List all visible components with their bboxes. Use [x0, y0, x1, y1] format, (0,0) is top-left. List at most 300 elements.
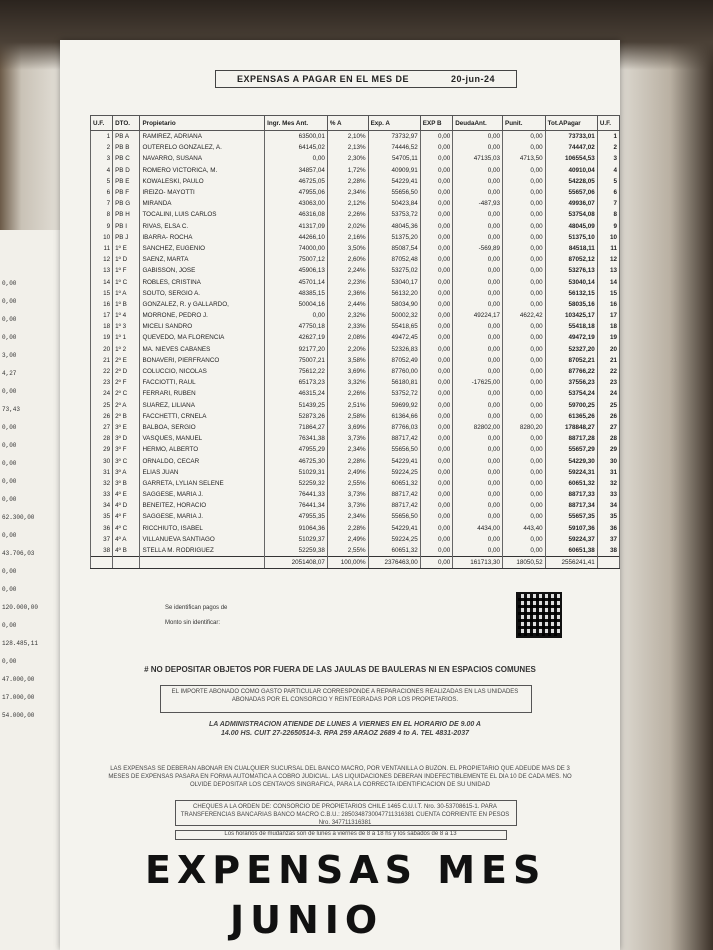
table-cell: 43063,00	[265, 198, 328, 209]
total-cell: 2051408,07	[265, 557, 328, 569]
left-doc-value: 0,00	[2, 496, 17, 503]
table-cell: 59224,25	[368, 467, 420, 478]
table-cell: 28	[91, 433, 113, 444]
table-cell: 1º B	[113, 299, 140, 310]
table-cell: 1	[91, 131, 113, 143]
table-cell: 0,00	[503, 534, 546, 545]
table-cell: 2,30%	[327, 153, 368, 164]
table-cell: 35	[91, 511, 113, 522]
table-cell: 2,12%	[327, 198, 368, 209]
table-cell: 46725,30	[265, 455, 328, 466]
table-cell: OUTERELO GONZALEZ, A.	[140, 142, 265, 153]
table-cell: 59224,31	[545, 467, 597, 478]
table-cell: 4º E	[113, 489, 140, 500]
table-cell: 76341,38	[265, 433, 328, 444]
table-cell: 30	[597, 455, 619, 466]
table-cell: 0,00	[503, 388, 546, 399]
table-cell: IREIZO- MAYOTTI	[140, 187, 265, 198]
table-cell: 4º B	[113, 545, 140, 557]
table-cell: 4	[91, 165, 113, 176]
column-header: EXP B	[420, 116, 452, 131]
table-cell: 26	[597, 411, 619, 422]
table-cell: 2,23%	[327, 276, 368, 287]
cheques-text: CHEQUES A LA ORDEN DE: CONSORCIO DE PROPIETARIOS CHILE 1465 C.U.I.T. Nro. 30-53708615-1. PARA TRANSFERENCIAS BANCARIAS BANCO MACRO C.B.U.: 2850348730047711316381 CUENTA CORRIENTE EN PESOS Nro. 347711316381	[180, 804, 510, 826]
table-cell: ELIAS JUAN	[140, 467, 265, 478]
table-cell: 47750,18	[265, 321, 328, 332]
table-cell: 19	[91, 332, 113, 343]
table-cell: 76441,33	[265, 489, 328, 500]
table-cell: 8	[91, 209, 113, 220]
table-cell: 33	[597, 489, 619, 500]
table-cell: 11	[91, 243, 113, 254]
table-row	[91, 165, 620, 176]
table-cell: PB E	[113, 176, 140, 187]
table-cell: 53752,72	[368, 388, 420, 399]
table-cell: 0,00	[453, 321, 503, 332]
table-row	[91, 444, 620, 455]
table-cell: 88717,42	[368, 489, 420, 500]
table-cell: 53275,02	[368, 265, 420, 276]
table-cell: 3,50%	[327, 243, 368, 254]
column-header: % A	[327, 116, 368, 131]
table-cell: 0,00	[503, 265, 546, 276]
table-cell: 64145,02	[265, 142, 328, 153]
table-cell: 37	[597, 534, 619, 545]
table-cell: 2,10%	[327, 131, 368, 143]
table-cell: 2,55%	[327, 478, 368, 489]
table-cell: 0,00	[453, 411, 503, 422]
column-header: Tot.APagar	[545, 116, 597, 131]
table-cell: 7	[91, 198, 113, 209]
table-cell: 29	[597, 444, 619, 455]
table-cell: 21	[91, 355, 113, 366]
table-row	[91, 344, 620, 355]
table-cell: FACCHETTI, CRNELA	[140, 411, 265, 422]
table-row	[91, 299, 620, 310]
unidentified-amount-note: Monto sin identificar:	[165, 620, 221, 626]
table-cell: 53040,17	[368, 276, 420, 287]
table-cell: 55418,65	[368, 321, 420, 332]
table-cell: 0,00	[503, 400, 546, 411]
table-cell: 50002,32	[368, 310, 420, 321]
table-cell: 10	[597, 232, 619, 243]
table-cell: 0,00	[503, 500, 546, 511]
table-cell: SOUTO, SERGIO A.	[140, 288, 265, 299]
table-row	[91, 142, 620, 153]
table-cell: 3,73%	[327, 500, 368, 511]
table-cell: 0,00	[453, 478, 503, 489]
table-cell: 0,00	[453, 265, 503, 276]
table-cell: 0,00	[420, 187, 452, 198]
table-cell: 88717,28	[545, 433, 597, 444]
table-cell: 48045,09	[545, 221, 597, 232]
table-cell: 75007,12	[265, 254, 328, 265]
table-cell: 0,00	[503, 467, 546, 478]
table-cell: 54705,11	[368, 153, 420, 164]
table-cell: 87766,22	[545, 366, 597, 377]
table-cell: 0,00	[503, 187, 546, 198]
table-cell: 0,00	[420, 142, 452, 153]
table-cell: 0,00	[503, 209, 546, 220]
table-cell: 1º C	[113, 276, 140, 287]
table-cell: 2,13%	[327, 142, 368, 153]
left-doc-value: 0,00	[2, 316, 17, 323]
table-cell: 21	[597, 355, 619, 366]
admin-hours: LA ADMINISTRACION ATIENDE DE LUNES A VIERNES EN EL HORARIO DE 9.00 A 14.00 HS. CUIT 27-22650514-3. RPA 259 ARAOZ 2689 4 to A. TEL 4831-2037	[209, 721, 481, 737]
table-cell: 0,00	[503, 176, 546, 187]
table-cell: 9	[597, 221, 619, 232]
table-cell: 3,69%	[327, 422, 368, 433]
total-cell: 2556241,41	[545, 557, 597, 569]
table-cell: GABISSON, JOSE	[140, 265, 265, 276]
table-cell: 87766,03	[368, 422, 420, 433]
table-cell: PB A	[113, 131, 140, 143]
table-cell: SUAREZ, LILIANA	[140, 400, 265, 411]
table-cell: 0,00	[453, 366, 503, 377]
table-cell: 4º A	[113, 534, 140, 545]
table-cell: 0,00	[420, 534, 452, 545]
table-cell: 4713,50	[503, 153, 546, 164]
table-cell: 30	[91, 455, 113, 466]
table-cell: 17	[597, 310, 619, 321]
table-cell: 2,32%	[327, 310, 368, 321]
table-cell: 0,00	[420, 422, 452, 433]
table-row	[91, 411, 620, 422]
table-cell	[597, 557, 619, 569]
table-cell: 3º C	[113, 455, 140, 466]
table-cell: QUEVEDO, MA FLORENCIA	[140, 332, 265, 343]
table-cell: 0,00	[503, 165, 546, 176]
table-cell: BONAVERI, PIERFRANCO	[140, 355, 265, 366]
table-cell: 28	[597, 433, 619, 444]
column-header: Punit.	[503, 116, 546, 131]
table-cell: 5	[597, 176, 619, 187]
table-cell: 82802,00	[453, 422, 503, 433]
table-cell: 35	[597, 511, 619, 522]
table-row	[91, 388, 620, 399]
table-cell: 0,00	[265, 153, 328, 164]
table-cell: 59700,25	[545, 400, 597, 411]
table-cell: 7	[597, 198, 619, 209]
table-cell: 22	[91, 366, 113, 377]
table-cell: VASQUES, MANUEL	[140, 433, 265, 444]
table-cell: 2,36%	[327, 288, 368, 299]
table-cell: 1,72%	[327, 165, 368, 176]
column-header: U.F.	[597, 116, 619, 131]
table-cell: 0,00	[420, 511, 452, 522]
table-cell: 55656,50	[368, 444, 420, 455]
table-cell: 0,00	[420, 467, 452, 478]
table-cell: 34857,04	[265, 165, 328, 176]
table-cell	[140, 557, 265, 569]
table-cell: 0,00	[265, 310, 328, 321]
table-cell: 2	[91, 142, 113, 153]
table-cell: ROMERO VICTORICA, M.	[140, 165, 265, 176]
table-cell: 0,00	[503, 511, 546, 522]
table-cell: -487,93	[453, 198, 503, 209]
table-cell: 61365,26	[545, 411, 597, 422]
table-cell: -17625,00	[453, 377, 503, 388]
table-cell: 87052,21	[545, 355, 597, 366]
table-cell: 2,34%	[327, 187, 368, 198]
table-cell: 2,55%	[327, 545, 368, 557]
deposit-instructions: LAS EXPENSAS SE DEBERAN ABONAR EN CUALQUIER SUCURSAL DEL BANCO MACRO, POR VENTANILLA O BUZON. EL PROPIETARIO QUE ADEUDE MAS DE 3 MESES DE EXPENSAS PASARA EN FORMA AUTOMATICA A COBRO JUDICIAL. LAS LIQUIDACIONES DEBERAN INDEFECTIBLEMENTE EL DIA 10 DE CADA MES. NO OLVIDE DEPOSITAR LOS CENTAVOS SINGRAFICA, PARA LA CORRECTA IDENTIFICACION DE SU UNIDAD	[108, 766, 572, 788]
left-doc-value: 17.000,00	[2, 694, 35, 701]
left-doc-value: 0,00	[2, 460, 17, 467]
table-cell: COLUCCIO, NICOLAS	[140, 366, 265, 377]
table-cell: 0,00	[420, 344, 452, 355]
table-cell: 0,00	[420, 299, 452, 310]
table-row	[91, 478, 620, 489]
table-cell: 2,16%	[327, 232, 368, 243]
table-cell: 56132,15	[545, 288, 597, 299]
table-cell: 87052,48	[368, 254, 420, 265]
table-cell: 2,02%	[327, 221, 368, 232]
identified-payments-note: Se identifican pagos de	[165, 605, 228, 611]
left-doc-value: 4,27	[2, 370, 17, 377]
table-cell: 49472,19	[545, 332, 597, 343]
total-cell: 18050,52	[503, 557, 546, 569]
table-cell: 2º F	[113, 377, 140, 388]
table-cell: 2º A	[113, 400, 140, 411]
table-cell: 0,00	[453, 176, 503, 187]
table-cell: 46315,24	[265, 388, 328, 399]
table-cell: RICCHIUTO, ISABEL	[140, 523, 265, 534]
table-cell: 1º 2	[113, 344, 140, 355]
total-cell: 161713,30	[453, 557, 503, 569]
table-cell: MICELI SANDRO	[140, 321, 265, 332]
table-cell: 51375,20	[368, 232, 420, 243]
table-cell: 1º 3	[113, 321, 140, 332]
horario-text: Los horarios de mudanzas son de lunes a viernes de 8 a 18 hs y los sabados de 8 a 13	[224, 831, 457, 837]
table-row	[91, 534, 620, 545]
left-doc-value: 0,00	[2, 388, 17, 395]
table-cell: 55656,50	[368, 511, 420, 522]
table-cell: PB D	[113, 165, 140, 176]
table-cell: 0,00	[453, 511, 503, 522]
table-cell: 0,00	[453, 187, 503, 198]
table-cell: PB H	[113, 209, 140, 220]
table-cell: 0,00	[420, 355, 452, 366]
table-cell: 11	[597, 243, 619, 254]
table-cell: 23	[91, 377, 113, 388]
table-row	[91, 254, 620, 265]
table-cell: 85087,54	[368, 243, 420, 254]
table-row	[91, 332, 620, 343]
table-cell: 74000,00	[265, 243, 328, 254]
table-cell: 24	[91, 388, 113, 399]
table-cell: 6	[91, 187, 113, 198]
table-cell: 1º 4	[113, 310, 140, 321]
table-cell: 23	[597, 377, 619, 388]
table-cell: 34	[597, 500, 619, 511]
table-cell: 50423,84	[368, 198, 420, 209]
total-cell: 0,00	[420, 557, 452, 569]
table-cell: 0,00	[420, 254, 452, 265]
table-cell: 1º A	[113, 288, 140, 299]
table-row	[91, 321, 620, 332]
table-cell: 55657,35	[545, 511, 597, 522]
table-cell: 3	[91, 153, 113, 164]
table-cell: 8280,20	[503, 422, 546, 433]
table-cell: 0,00	[503, 377, 546, 388]
table-cell: 0,00	[420, 265, 452, 276]
table-cell: 2,28%	[327, 455, 368, 466]
table-cell: 15	[597, 288, 619, 299]
table-row	[91, 355, 620, 366]
table-cell: MA. NIEVES CABANES	[140, 344, 265, 355]
table-cell: 0,00	[453, 489, 503, 500]
table-cell: 0,00	[420, 198, 452, 209]
table-cell: 54229,41	[368, 176, 420, 187]
table-cell: 20	[597, 344, 619, 355]
table-cell: 25	[91, 400, 113, 411]
table-cell: STELLA M. RODRIGUEZ	[140, 545, 265, 557]
table-cell: 3	[597, 153, 619, 164]
table-cell: 0,00	[420, 131, 452, 143]
table-cell: TOCALINI, LUIS CARLOS	[140, 209, 265, 220]
table-cell: 48385,15	[265, 288, 328, 299]
table-cell: 52873,26	[265, 411, 328, 422]
table-cell: 2,60%	[327, 254, 368, 265]
table-cell: ROBLES, CRISTINA	[140, 276, 265, 287]
table-cell: 59699,92	[368, 400, 420, 411]
table-row	[91, 232, 620, 243]
table-cell: 1º F	[113, 265, 140, 276]
table-cell: 27	[91, 422, 113, 433]
table-row	[91, 265, 620, 276]
table-cell: 53040,14	[545, 276, 597, 287]
table-cell: 0,00	[503, 321, 546, 332]
table-cell: 59224,25	[368, 534, 420, 545]
table-cell: 0,00	[420, 310, 452, 321]
table-cell: MORRONE, PEDRO J.	[140, 310, 265, 321]
left-doc-value: 47.000,00	[2, 676, 35, 683]
table-cell: 71864,27	[265, 422, 328, 433]
table-cell: 0,00	[420, 288, 452, 299]
table-cell: 0,00	[503, 276, 546, 287]
table-cell: 44266,10	[265, 232, 328, 243]
table-cell: 1º 1	[113, 332, 140, 343]
table-cell: 31	[597, 467, 619, 478]
table-cell: 36	[91, 523, 113, 534]
title-date: 20-jun-24	[450, 74, 495, 84]
table-cell: 0,00	[503, 433, 546, 444]
table-cell: 31	[91, 467, 113, 478]
table-cell: 75007,21	[265, 355, 328, 366]
table-cell: 443,40	[503, 523, 546, 534]
table-cell: 49472,45	[368, 332, 420, 343]
table-cell: 56180,81	[368, 377, 420, 388]
handwritten-line-2: JUNIO	[230, 898, 384, 942]
table-row	[91, 187, 620, 198]
table-cell: 13	[597, 265, 619, 276]
table-row	[91, 221, 620, 232]
table-cell: 3,73%	[327, 489, 368, 500]
table-row	[91, 209, 620, 220]
table-cell: PB G	[113, 198, 140, 209]
left-doc-value: 3,00	[2, 352, 17, 359]
table-cell: 13	[91, 265, 113, 276]
table-row	[91, 276, 620, 287]
importe-text: EL IMPORTE ABONADO COMO GASTO PARTICULAR CORRESPONDE A REPARACIONES REALIZADAS EN LAS UNIDADES ABONADAS POR EL CONSORCIO Y REINTEGRADAS POR LOS PROPIETARIOS.	[171, 689, 519, 703]
table-cell: 0,00	[453, 288, 503, 299]
table-row	[91, 467, 620, 478]
table-cell: 88717,42	[368, 433, 420, 444]
column-header: Ingr. Mes Ant.	[265, 116, 328, 131]
table-row	[91, 366, 620, 377]
table-cell: 2,26%	[327, 209, 368, 220]
table-cell: 65173,23	[265, 377, 328, 388]
table-cell: 29	[91, 444, 113, 455]
left-doc-value: 0,00	[2, 298, 17, 305]
table-cell: 3º E	[113, 422, 140, 433]
table-cell: 52327,20	[545, 344, 597, 355]
table-cell: 41317,09	[265, 221, 328, 232]
table-cell: 0,00	[453, 433, 503, 444]
table-cell: 2,26%	[327, 388, 368, 399]
table-cell: 14	[597, 276, 619, 287]
table-cell: 1	[597, 131, 619, 143]
table-cell: VILLANUEVA SANTIAGO	[140, 534, 265, 545]
table-cell: 51375,10	[545, 232, 597, 243]
table-cell: 60651,32	[545, 478, 597, 489]
table-cell: 34	[91, 500, 113, 511]
table-cell: 3º D	[113, 433, 140, 444]
left-doc-value: 0,00	[2, 424, 17, 431]
table-cell: 0,00	[420, 478, 452, 489]
table-cell: 0,00	[420, 366, 452, 377]
table-cell: 0,00	[420, 411, 452, 422]
table-cell: 40909,91	[368, 165, 420, 176]
table-cell: 20	[91, 344, 113, 355]
table-cell: 1º E	[113, 243, 140, 254]
table-cell: PB I	[113, 221, 140, 232]
table-header-row	[91, 116, 620, 131]
table-cell: 0,00	[453, 355, 503, 366]
table-cell: 0,00	[453, 534, 503, 545]
total-cell: 2376463,00	[368, 557, 420, 569]
table-cell: 4434,00	[453, 523, 503, 534]
table-cell: 91064,36	[265, 523, 328, 534]
table-cell: 0,00	[503, 198, 546, 209]
table-cell: 2º B	[113, 411, 140, 422]
table-cell: 53754,24	[545, 388, 597, 399]
table-cell: 0,00	[420, 232, 452, 243]
table-cell: 53276,13	[545, 265, 597, 276]
table-cell: 2º E	[113, 355, 140, 366]
table-cell: 52259,32	[265, 478, 328, 489]
table-cell: 0,00	[420, 388, 452, 399]
table-cell: 88717,42	[368, 500, 420, 511]
table-cell: 50004,16	[265, 299, 328, 310]
table-cell: 48045,36	[368, 221, 420, 232]
table-cell: 51439,25	[265, 400, 328, 411]
table-cell: 0,00	[503, 232, 546, 243]
table-cell: 63500,01	[265, 131, 328, 143]
table-cell	[91, 557, 113, 569]
table-cell: 55657,29	[545, 444, 597, 455]
table-cell: 0,00	[453, 388, 503, 399]
table-cell: 59224,37	[545, 534, 597, 545]
table-row	[91, 243, 620, 254]
table-row	[91, 500, 620, 511]
table-cell: -569,89	[453, 243, 503, 254]
table-cell: 3º A	[113, 467, 140, 478]
table-cell: 52326,83	[368, 344, 420, 355]
table-cell: 2,34%	[327, 444, 368, 455]
table-cell: 2	[597, 142, 619, 153]
